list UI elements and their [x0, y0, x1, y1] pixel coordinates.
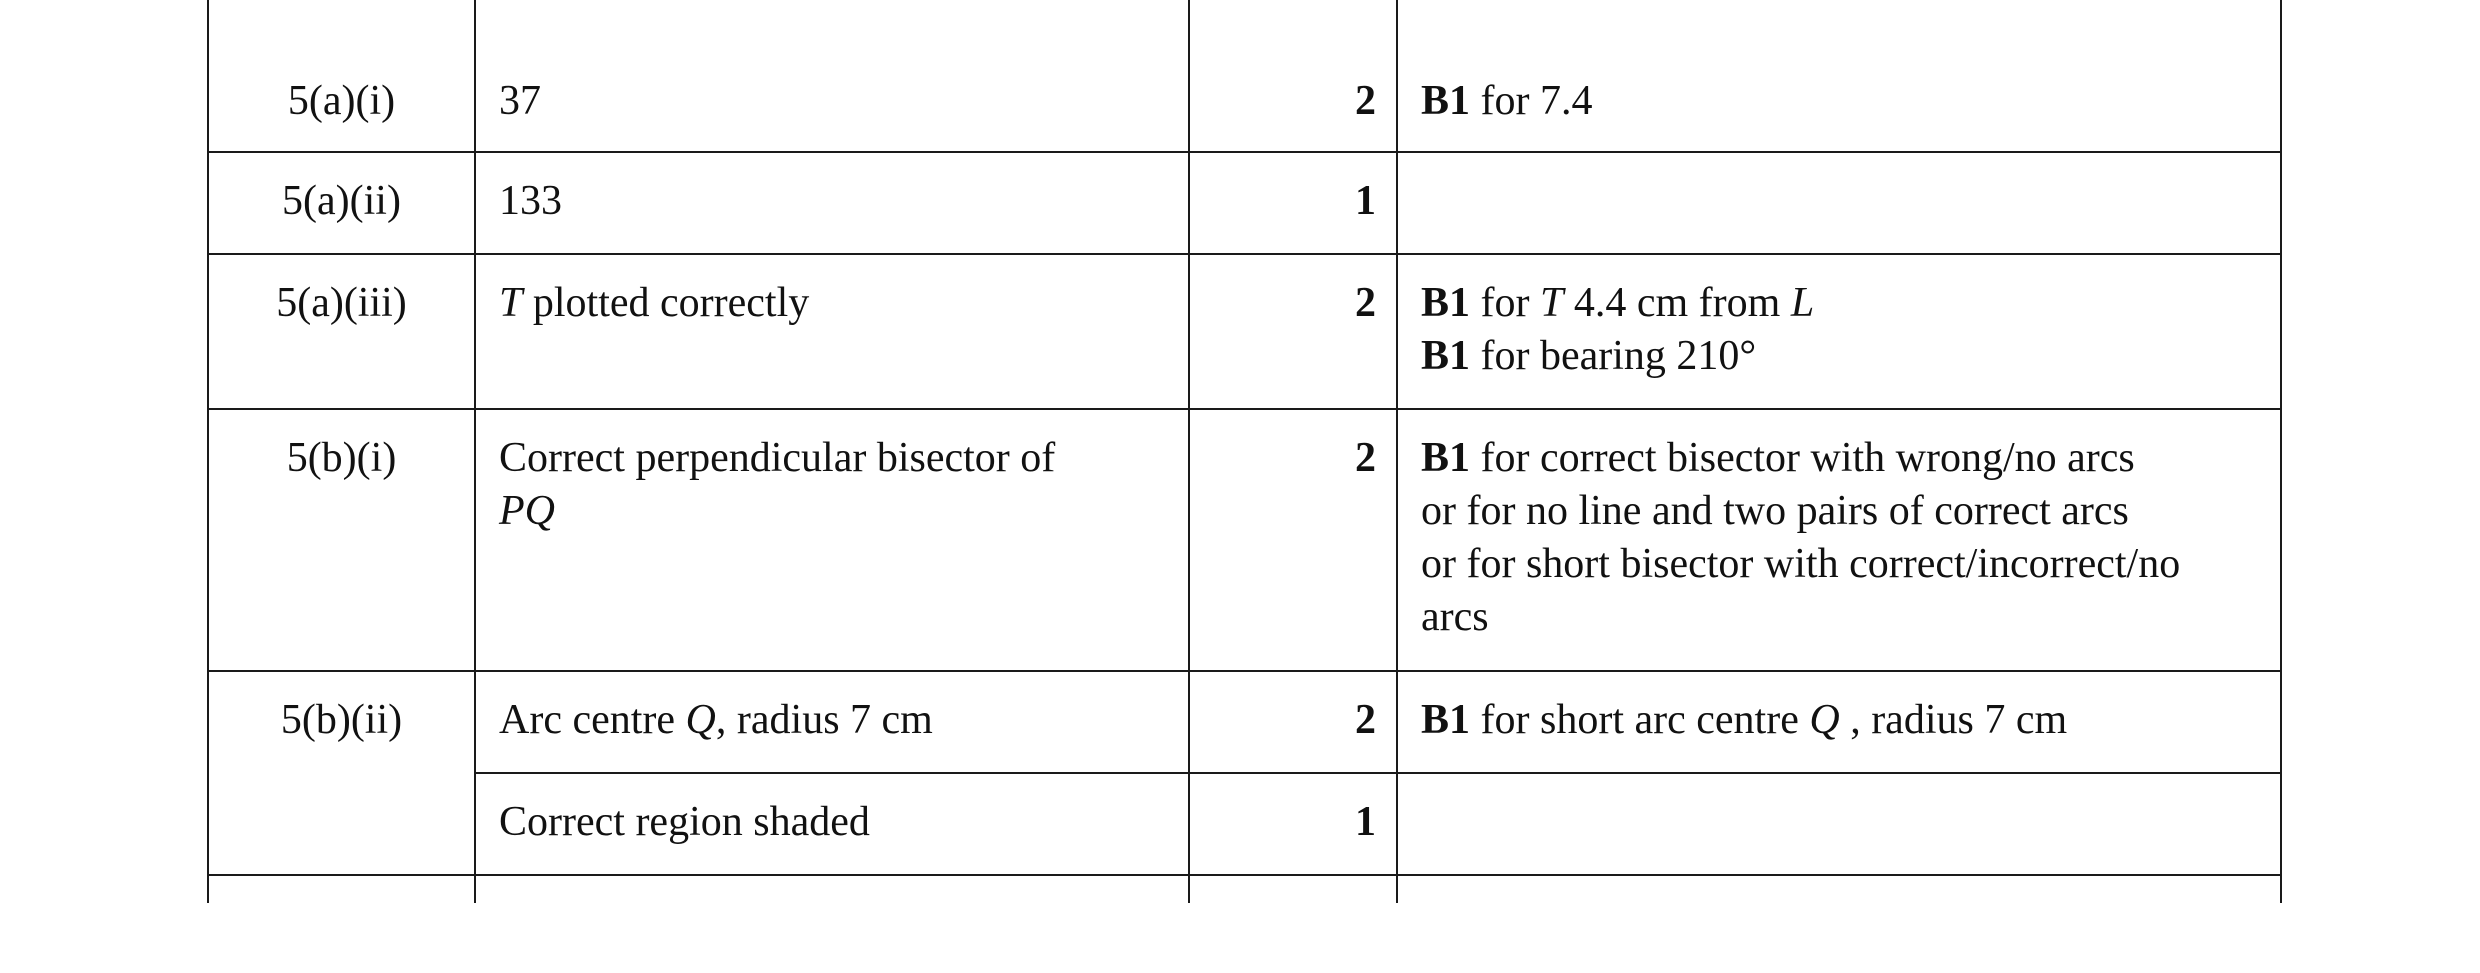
marks-value: 2	[1355, 280, 1376, 326]
table-row	[208, 671, 2281, 773]
answer-text: Correct perpendicular bisector of	[499, 435, 1056, 481]
table-row	[208, 152, 2281, 254]
partial-mark-text: for 7.4	[1470, 78, 1593, 124]
partial-mark-text: 4.4 cm from	[1563, 280, 1791, 326]
partial-marks-cell	[1397, 671, 2281, 773]
point-label: Q	[1809, 697, 1840, 743]
partial-mark-line	[1421, 432, 2260, 485]
marks-value: 1	[1355, 799, 1376, 845]
answer-cell	[475, 671, 1189, 773]
answer-cell	[475, 254, 1189, 409]
answer-text-body: plotted correctly	[522, 280, 810, 326]
answer-text	[499, 277, 1172, 330]
table-row	[208, 0, 2281, 152]
partial-mark-line: or for no line and two pairs of correct arcs	[1421, 488, 2129, 534]
line-label: PQ	[499, 488, 555, 534]
question-cell	[208, 875, 475, 903]
answer-text-body: , radius 7 cm	[715, 697, 933, 743]
mark-code: B1	[1421, 78, 1471, 124]
question-cell	[208, 671, 475, 875]
partial-mark-line	[1421, 277, 2260, 330]
partial-mark-line: or for short bisector with correct/incorrect/no	[1421, 541, 2181, 587]
point-label: T	[499, 280, 523, 326]
table-row	[208, 773, 2281, 875]
table-row	[208, 875, 2281, 903]
partial-mark-text: for short arc centre	[1470, 697, 1810, 743]
partial-mark-text: , radius 7 cm	[1839, 697, 2068, 743]
partial-mark-line: arcs	[1421, 594, 1489, 640]
question-cell	[208, 0, 475, 152]
partial-marks-cell	[1397, 0, 2281, 152]
answer-text: 37	[499, 78, 541, 124]
partial-mark-line	[1421, 330, 2260, 383]
partial-mark-line	[1421, 75, 2260, 128]
partial-mark-line	[1421, 694, 2260, 747]
answer-text: Correct region shaded	[499, 799, 870, 845]
answer-cell	[475, 773, 1189, 875]
marks-cell	[1189, 671, 1397, 773]
partial-mark-text: for bearing 210°	[1470, 333, 1757, 379]
question-number: 5(a)(iii)	[276, 280, 407, 326]
mark-code: B1	[1421, 333, 1471, 379]
answer-cell	[475, 409, 1189, 671]
marks-cell	[1189, 0, 1397, 152]
mark-code: B1	[1421, 697, 1471, 743]
question-cell	[208, 152, 475, 254]
answer-text: 133	[499, 178, 562, 224]
mark-scheme-table	[207, 0, 2282, 903]
partial-mark-text: for correct bisector with wrong/no arcs	[1470, 435, 2135, 481]
question-number: 5(a)(ii)	[282, 178, 401, 224]
answer-cell	[475, 875, 1189, 903]
marks-cell	[1189, 152, 1397, 254]
partial-marks-cell	[1397, 152, 2281, 254]
marks-cell	[1189, 409, 1397, 671]
answer-cell	[475, 152, 1189, 254]
mark-code: B1	[1421, 280, 1471, 326]
table-row	[208, 409, 2281, 671]
partial-marks-cell	[1397, 409, 2281, 671]
marks-cell	[1189, 773, 1397, 875]
point-label: Q	[685, 697, 716, 743]
marks-value: 2	[1355, 78, 1376, 124]
marks-cell	[1189, 254, 1397, 409]
answer-cell	[475, 0, 1189, 152]
mark-code: B1	[1421, 435, 1471, 481]
partial-marks-cell	[1397, 773, 2281, 875]
answer-text-body: Arc centre	[499, 697, 686, 743]
table-row	[208, 254, 2281, 409]
marks-cell	[1189, 875, 1397, 903]
point-label: T	[1540, 280, 1564, 326]
marks-value: 2	[1355, 697, 1376, 743]
question-number: 5(b)(i)	[286, 435, 397, 481]
question-cell	[208, 409, 475, 671]
point-label: L	[1790, 280, 1815, 326]
question-number: 5(a)(i)	[287, 78, 396, 124]
marks-value: 1	[1355, 178, 1376, 224]
question-cell	[208, 254, 475, 409]
answer-text	[499, 694, 1172, 747]
partial-mark-text: for	[1470, 280, 1540, 326]
question-number: 5(b)(ii)	[280, 697, 403, 743]
partial-marks-cell	[1397, 875, 2281, 903]
partial-marks-cell	[1397, 254, 2281, 409]
marks-value: 2	[1355, 435, 1376, 481]
